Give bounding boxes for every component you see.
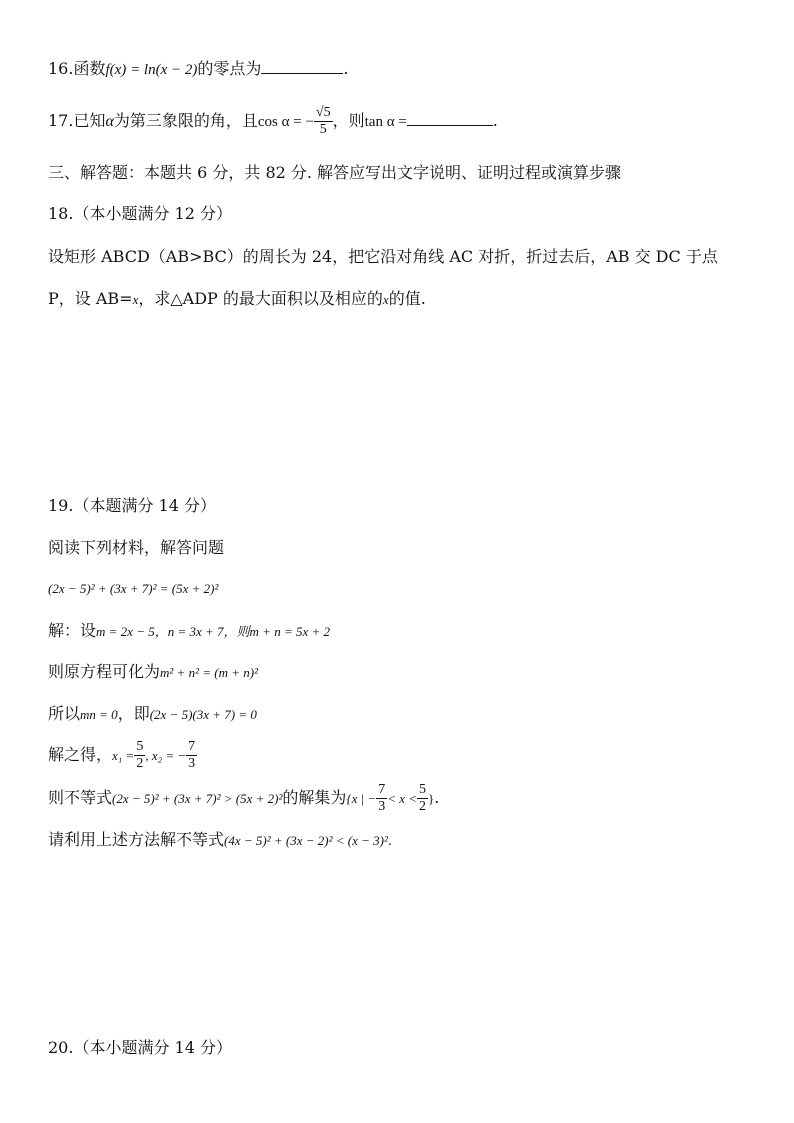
q19-sol-label: 解：设: [48, 621, 97, 640]
q17-text-c: ，则: [332, 111, 365, 130]
q18-var-x2: x: [382, 292, 389, 307]
q17-text-b: 为第三象限的角，且: [113, 111, 258, 130]
q19-root1-frac: [134, 740, 145, 771]
q19-task-label: 请利用上述方法解不等式: [48, 830, 225, 849]
q17-answer-blank[interactable]: [407, 111, 493, 126]
q19-so-line: [48, 703, 257, 726]
q18-line2-c: 的值.: [388, 289, 426, 308]
q16-end: .: [343, 59, 349, 78]
q19-ineq-label: 则不等式: [48, 788, 113, 807]
q18-line2-b: ，求△ADP 的最大面积以及相应的: [138, 289, 383, 308]
question-16: [48, 58, 348, 81]
q19-reduce-line: [48, 661, 258, 684]
q19-reduce-expr: m² + n² = (m + n)²: [160, 665, 258, 680]
q19-inequality-line: [48, 783, 439, 814]
q19-root1: x₁ =: [112, 748, 135, 763]
q18-line-1: 设矩形 ABCD（AB>BC）的周长为 24，把它沿对角线 AC 对折，折过去后，AB 交 DC 于点: [48, 247, 718, 266]
q19-set-close: }: [428, 791, 435, 806]
q19-ineq-end: .: [434, 788, 440, 807]
q19-equation-1: (2x − 5)² + (3x + 7)² = (5x + 2)²: [48, 581, 219, 596]
q17-alpha: α: [105, 113, 114, 130]
q17-number: 17.: [48, 111, 74, 130]
q19-task-expr: (4x − 5)² + (3x − 2)² < (x − 3)²: [224, 833, 388, 848]
q19-set-frac-1: [376, 783, 387, 814]
q19-task-line: [48, 829, 392, 853]
q19-root2-num: 7: [188, 739, 196, 754]
q19-root2-den: 3: [188, 756, 196, 771]
q19-set-den-1: 3: [378, 799, 386, 814]
q19-set-num-1: 7: [378, 782, 386, 797]
q16-text-a: 函数: [73, 59, 106, 78]
q19-roots-line: [48, 740, 197, 771]
q19-header: 19.（本题满分 14 分）: [48, 496, 216, 515]
q20-header: 20.（本小题满分 14 分）: [48, 1038, 232, 1057]
q19-set-den-2: 2: [419, 799, 427, 814]
q19-root2-frac: [186, 740, 197, 771]
q17-fraction: [314, 106, 333, 137]
q18-var-x: x: [132, 292, 139, 307]
q17-cos-expr: cos α = −: [257, 114, 314, 130]
q19-sol-expr: m = 2x − 5，n = 3x + 7，则m + n = 5x + 2: [96, 624, 331, 639]
q17-text-a: 已知: [73, 111, 106, 130]
q19-roots-label: 解之得，: [48, 745, 113, 764]
q16-answer-blank[interactable]: [261, 59, 343, 74]
q19-so-expr: mn = 0: [80, 707, 118, 722]
q19-ineq-expr: (2x − 5)² + (3x + 7)² > (5x + 2)²: [112, 791, 283, 806]
q19-root2: , x₂ = −: [145, 748, 187, 763]
q19-set-num-2: 5: [419, 782, 427, 797]
section-3-heading: 三、解答题：本题共 6 分，共 82 分. 解答应写出文字说明、证明过程或演算步骤: [48, 163, 622, 182]
question-17: [48, 106, 498, 137]
q16-formula: f(x) = ln(x − 2): [105, 62, 198, 78]
q18-line2-a: P，设 AB=: [48, 289, 133, 308]
q19-so-label: 所以: [48, 704, 81, 723]
q17-tan-expr: tan α =: [364, 114, 407, 130]
q19-intro: 阅读下列材料，解答问题: [48, 538, 225, 557]
q19-ineq-mid: 的解集为: [282, 788, 347, 807]
q17-frac-num: √5: [315, 105, 331, 120]
q19-root1-den: 2: [136, 756, 144, 771]
q18-line-2: [48, 288, 426, 311]
q19-set-mid: < x <: [387, 791, 418, 806]
q19-set-frac-2: [417, 783, 428, 814]
q19-task-end: .: [387, 834, 392, 849]
q19-solution-line: [48, 620, 330, 643]
q16-number: 16.: [48, 59, 74, 78]
q19-reduce-label: 则原方程可化为: [48, 662, 161, 681]
q19-set-open: {x | −: [346, 791, 377, 806]
q19-root1-num: 5: [136, 739, 144, 754]
q16-text-b: 的零点为: [197, 59, 262, 78]
q17-frac-den: 5: [319, 122, 327, 137]
q18-header: 18.（本小题满分 12 分）: [48, 204, 232, 223]
q19-so-mid: ，即: [117, 704, 150, 723]
q19-so-expr2: (2x − 5)(3x + 7) = 0: [149, 707, 257, 722]
q17-end: .: [492, 111, 498, 130]
